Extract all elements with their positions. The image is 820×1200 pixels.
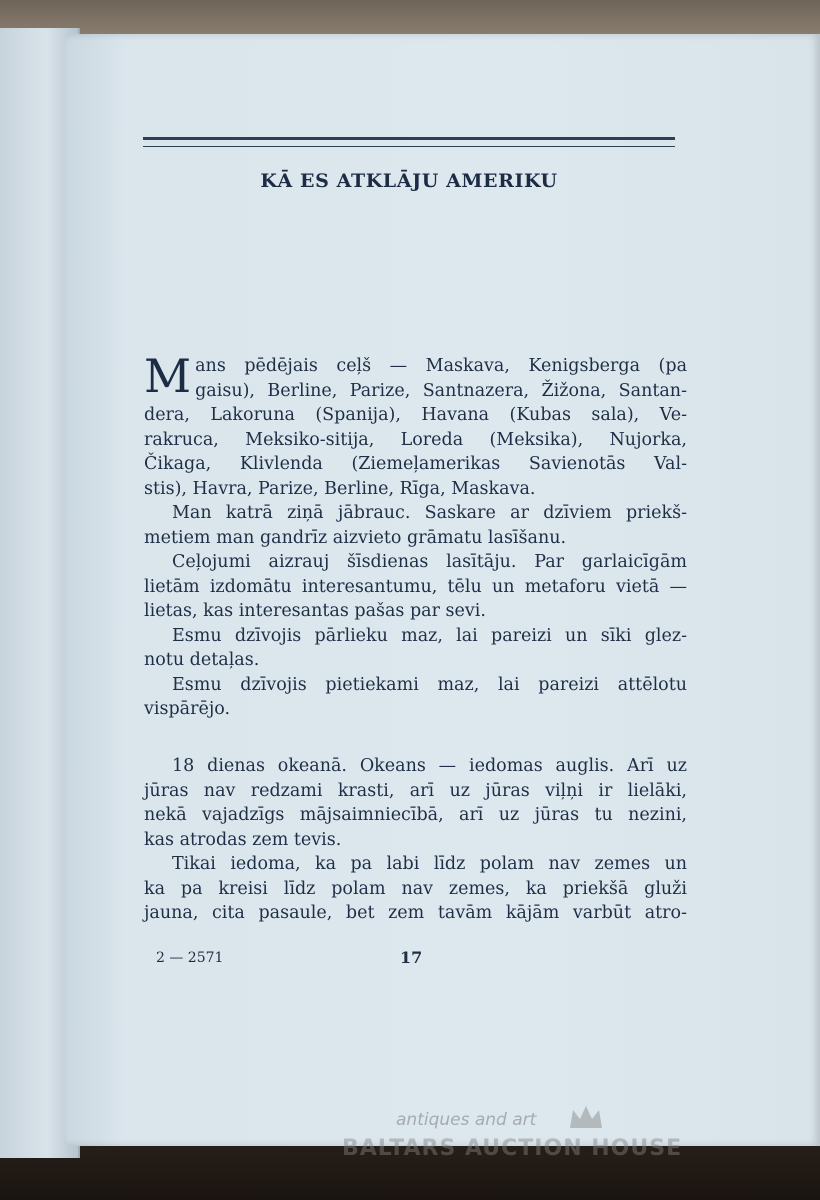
text-line: Man katrā ziņā jābrauc. Saskare ar dzīviem priekš-: [172, 503, 687, 523]
text-line: notu detaļas.: [144, 650, 260, 670]
text-line: nekā vajadzīgs mājsaimniecībā, arī uz jūras tu nezini,: [144, 805, 687, 825]
watermark-brand: BALTARS AUCTION HOUSE: [342, 1136, 683, 1161]
text-line: Esmu dzīvojis pietiekami maz, lai pareizi attēlotu: [172, 674, 687, 695]
text-line: vispārējo.: [144, 699, 231, 719]
header-rule-thin: [143, 146, 675, 147]
crown-icon: [568, 1104, 604, 1132]
text-line: 18 dienas okeanā. Okeans — iedomas auglis. Arī uz: [172, 756, 687, 776]
text-line: kas atrodas zem tevis.: [144, 829, 342, 850]
text-line: Esmu dzīvojis pārlieku maz, lai pareizi un sīki glez-: [172, 625, 687, 646]
page-number: 17: [400, 948, 423, 967]
text-line: dera, Lakoruna (Spanija), Havana (Kubas sala), Ve-: [144, 405, 687, 425]
text-line: ans pēdējais ceļš — Maskava, Kenigsberga (pa: [195, 356, 687, 376]
text-line: jūras nav redzami krasti, arī uz jūras viļņi ir lielāki,: [144, 780, 687, 801]
chapter-title: KĀ ES ATKLĀJU AMERIKU: [260, 170, 558, 192]
text-line: ka pa kreisi līdz polam nav zemes, ka priekšā gluži: [144, 878, 687, 899]
header-rule-thick: [143, 137, 675, 140]
text-line: lietām izdomātu interesantumu, tēlu un metaforu vietā —: [144, 576, 687, 597]
text-line: rakruca, Meksiko-sitija, Loreda (Meksika), Nujorka,: [144, 429, 687, 450]
text-line: Ceļojumi aizrauj šīsdienas lasītāju. Par garlaicīgām: [172, 552, 687, 572]
text-block-2: [144, 754, 687, 926]
text-line: stis), Havra, Parize, Berline, Rīga, Maskava.: [144, 478, 536, 499]
text-line: jauna, cita pasaule, bet zem tavām kājām varbūt atro-: [144, 903, 687, 923]
drop-cap: M: [144, 349, 192, 403]
text-line: Tikai iedoma, ka pa labi līdz polam nav zemes un: [172, 854, 687, 874]
text-line: gaisu), Berline, Parize, Santnazera, Žižona, Santan-: [195, 380, 687, 401]
watermark-tagline: antiques and art: [396, 1110, 537, 1130]
text-line: lietas, kas interesantas pašas par sevi.: [144, 601, 486, 621]
text-line: Čikaga, Klivlenda (Ziemeļamerikas Savienotās Val-: [144, 454, 687, 474]
text-line: metiem man gandrīz aizvieto grāmatu lasīšanu.: [144, 527, 567, 548]
printer-signature: 2 — 2571: [156, 950, 224, 966]
text-block-1: [144, 349, 687, 722]
